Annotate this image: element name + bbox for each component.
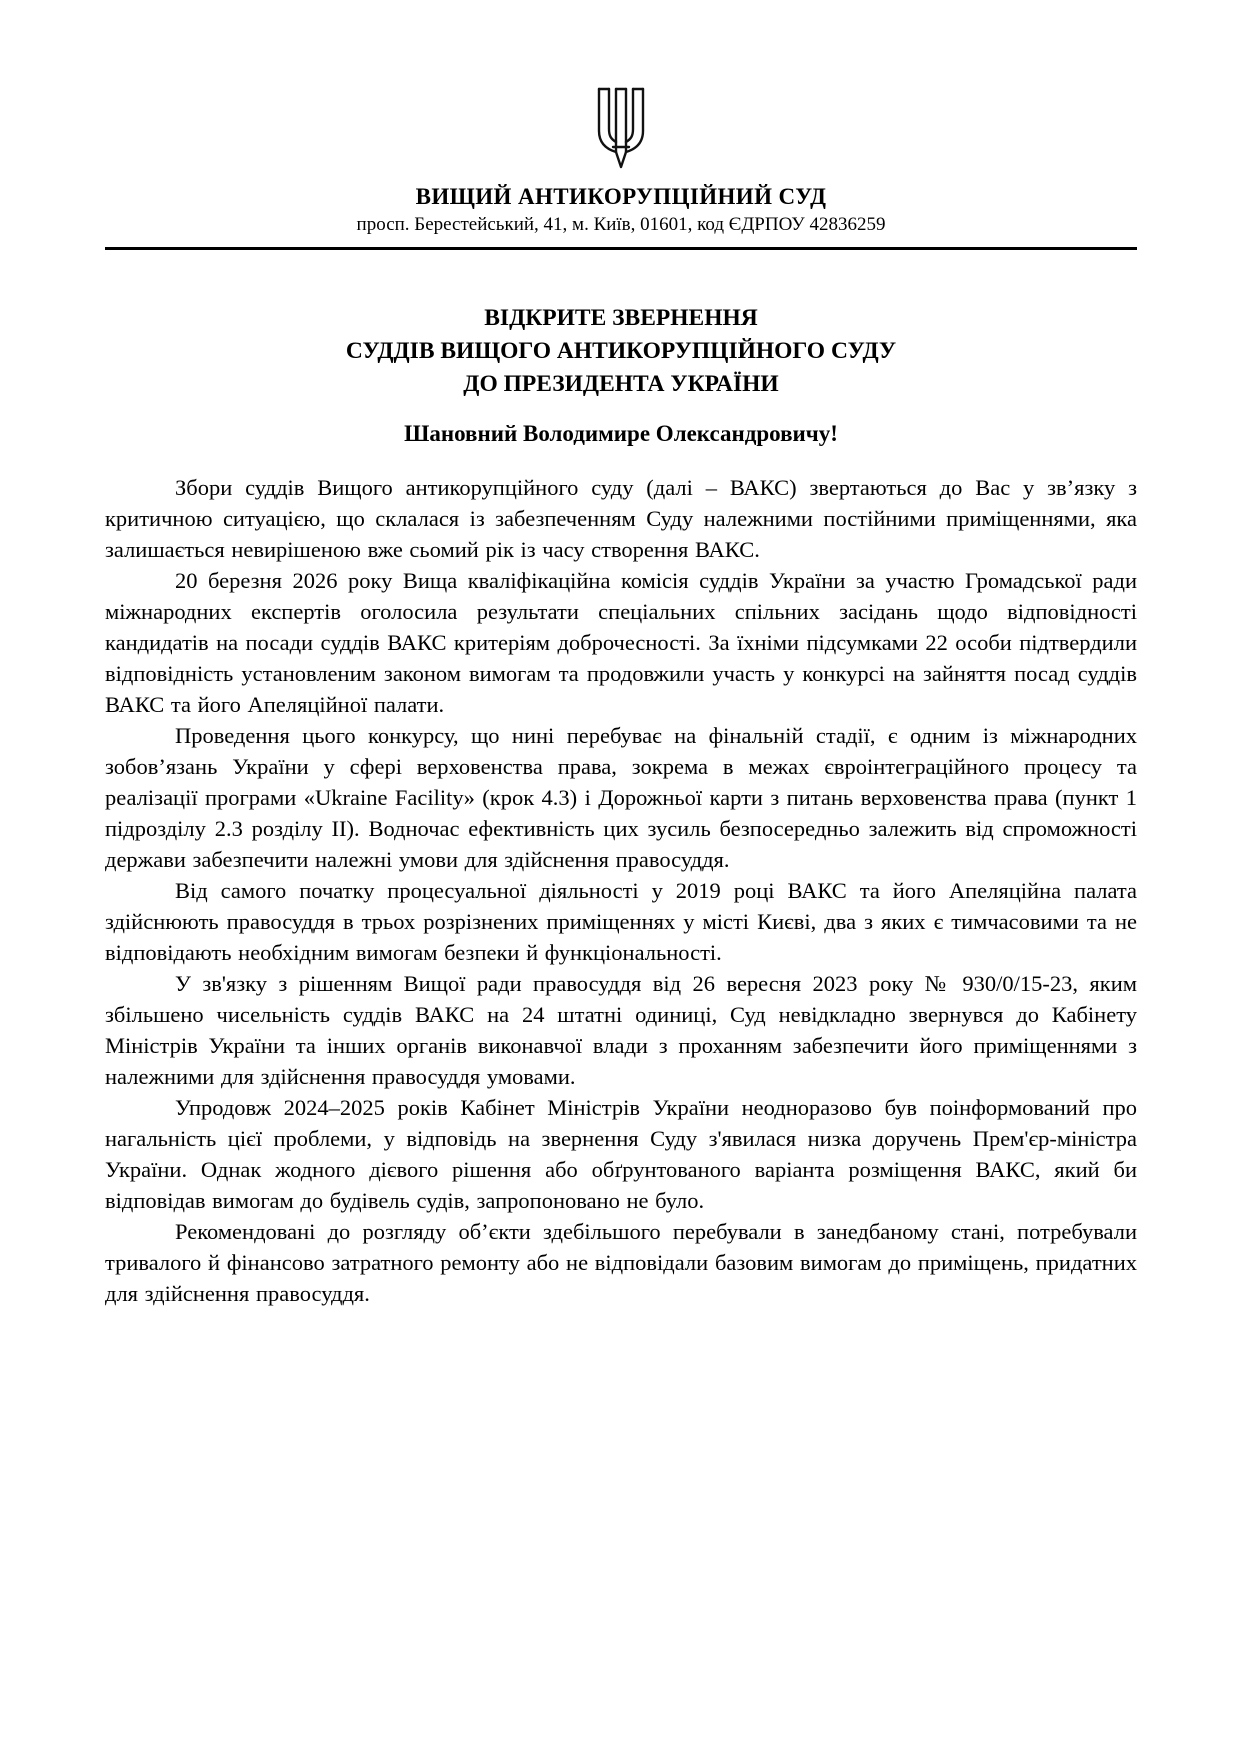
letter-body — [105, 472, 1137, 1309]
body-paragraph: Від самого початку процесуальної діяльності у 2019 році ВАКС та його Апеляційна палата здійснюють правосуддя в трьох розрізнених приміщеннях у місті Києві, два з яких є тимчасовими та не відповідають необхідним вимогам безпеки й функціональності. — [105, 878, 1137, 966]
letterhead-divider — [105, 247, 1137, 250]
body-paragraph: Упродовж 2024–2025 років Кабінет Міністрів України неодноразово був поінформований про нагальність цієї проблеми, у відповідь на звернення Суду з'явилася низка доручень Прем'єр-міністра України. Однак жодного дієвого рішення або обґрунтованого варіанта розміщення ВАКС, який би відповідав вимогам до будівель судів, запропоновано не було. — [105, 1095, 1137, 1214]
document-title-line-1: ВІДКРИТЕ ЗВЕРНЕННЯ — [484, 305, 758, 332]
letter-content — [105, 302, 1137, 1309]
salutation: Шановний Володимире Олександровичу! — [404, 421, 838, 447]
body-paragraph: 20 березня 2026 року Вища кваліфікаційна комісія суддів України за участю Громадської ради міжнародних експертів оголосила результати спеціальних спільних засідань щодо відповідності кандидатів на посади суддів ВАКС критеріям доброчесності. За їхніми підсумками 22 особи підтвердили відповідність установленим законом вимогам та продовжили участь у конкурсі на зайняття посад суддів ВАКС та його Апеляційної палати. — [105, 568, 1137, 718]
letterhead — [105, 84, 1137, 250]
body-paragraph: У зв'язку з рішенням Вищої ради правосуддя від 26 вересня 2023 року № 930/0/15-23, яким збільшено чисельність суддів ВАКС на 24 штатні одиниці, Суд невідкладно звернувся до Кабінету Міністрів України та інших органів виконавчої влади з проханням забезпечити його приміщеннями з належними для здійснення правосуддя умовами. — [105, 971, 1137, 1090]
organization-name: ВИЩИЙ АНТИКОРУПЦІЙНИЙ СУД — [415, 184, 827, 209]
ukraine-trident-emblem-icon — [593, 84, 649, 172]
body-paragraph: Збори суддів Вищого антикорупційного суду (далі – ВАКС) звертаються до Вас у зв’язку з критичною ситуацією, що склалася із забезпеченням Суду належними постійними приміщеннями, яка залишається невирішеною вже сьомий рік із часу створення ВАКС. — [105, 475, 1137, 563]
document-title-line-3: ДО ПРЕЗИДЕНТА УКРАЇНИ — [463, 371, 779, 398]
document-title — [105, 302, 1137, 401]
body-paragraph: Рекомендовані до розгляду об’єкти здебільшого перебували в занедбаному стані, потребували тривалого й фінансово затратного ремонту або не відповідали базовим вимогам до приміщень, придатних для здійснення правосуддя. — [105, 1219, 1137, 1307]
document-title-line-2: СУДДІВ ВИЩОГО АНТИКОРУПЦІЙНОГО СУДУ — [345, 338, 897, 365]
body-paragraph: Проведення цього конкурсу, що нині перебуває на фінальній стадії, є одним із міжнародних зобов’язань України у сфері верховенства права, зокрема в межах євроінтеграційного процесу та реалізації програми «Ukraine Facility» (крок 4.3) і Дорожньої карти з питань верховенства права (пункт 1 підрозділу 2.3 розділу ІІ). Водночас ефективність цих зусиль безпосередньо залежить від спроможності держави забезпечити належні умови для здійснення правосуддя. — [105, 723, 1137, 873]
organization-address: просп. Берестейський, 41, м. Київ, 01601, код ЄДРПОУ 42836259 — [356, 214, 886, 236]
